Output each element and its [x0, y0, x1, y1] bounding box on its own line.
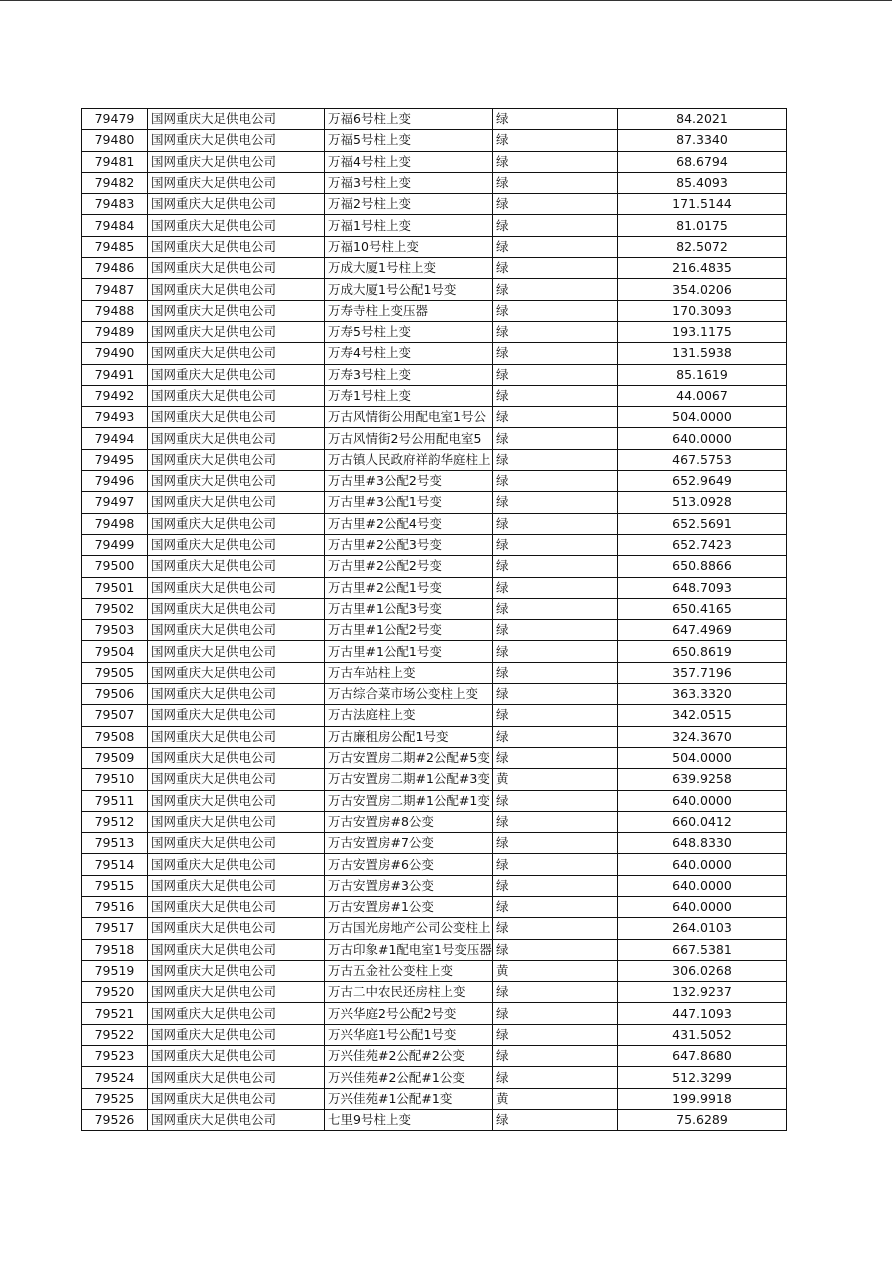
- table-row: [82, 875, 787, 896]
- status-cell[interactable]: 绿: [493, 300, 618, 321]
- transformer-name-cell[interactable]: 万寿1号柱上变: [325, 385, 493, 406]
- table-row: [82, 598, 787, 619]
- row-id-cell[interactable]: 79516: [82, 896, 148, 917]
- value-cell[interactable]: 199.9918: [618, 1088, 787, 1109]
- value-cell[interactable]: 504.0000: [618, 407, 787, 428]
- table-row: [82, 790, 787, 811]
- transformer-name-cell[interactable]: 万寿4号柱上变: [325, 343, 493, 364]
- value-cell[interactable]: 324.3670: [618, 726, 787, 747]
- row-id-cell[interactable]: 79522: [82, 1024, 148, 1045]
- company-cell[interactable]: 国网重庆大足供电公司: [148, 641, 325, 662]
- value-cell[interactable]: 640.0000: [618, 896, 787, 917]
- status-cell[interactable]: 绿: [493, 151, 618, 172]
- row-id-cell[interactable]: 79526: [82, 1109, 148, 1130]
- table-row: [82, 662, 787, 683]
- value-cell[interactable]: 354.0206: [618, 279, 787, 300]
- transformer-name-cell[interactable]: 万古安置房#1公变: [325, 896, 493, 917]
- row-id-cell[interactable]: 79486: [82, 258, 148, 279]
- transformer-name-cell[interactable]: 万古廉租房公配1号变: [325, 726, 493, 747]
- table-row: [82, 684, 787, 705]
- value-cell[interactable]: 512.3299: [618, 1067, 787, 1088]
- status-cell[interactable]: 绿: [493, 747, 618, 768]
- row-id-cell[interactable]: 79524: [82, 1067, 148, 1088]
- status-cell[interactable]: 绿: [493, 1067, 618, 1088]
- value-cell[interactable]: 84.2021: [618, 109, 787, 130]
- status-cell[interactable]: 绿: [493, 726, 618, 747]
- company-cell[interactable]: 国网重庆大足供电公司: [148, 918, 325, 939]
- status-cell[interactable]: 绿: [493, 1024, 618, 1045]
- company-cell[interactable]: 国网重庆大足供电公司: [148, 620, 325, 641]
- table-row: [82, 960, 787, 981]
- transformer-name-cell[interactable]: 万古镇人民政府祥韵华庭柱上: [325, 449, 493, 470]
- transformer-name-cell[interactable]: 万古安置房#6公变: [325, 854, 493, 875]
- row-id-cell[interactable]: 79512: [82, 811, 148, 832]
- row-id-cell[interactable]: 79517: [82, 918, 148, 939]
- row-id-cell[interactable]: 79501: [82, 577, 148, 598]
- status-cell[interactable]: 绿: [493, 215, 618, 236]
- row-id-cell[interactable]: 79499: [82, 534, 148, 555]
- row-id-cell[interactable]: 79497: [82, 492, 148, 513]
- status-cell[interactable]: 黄: [493, 769, 618, 790]
- transformer-name-cell[interactable]: 万古里#1公配1号变: [325, 641, 493, 662]
- row-id-cell[interactable]: 79480: [82, 130, 148, 151]
- row-id-cell[interactable]: 79479: [82, 109, 148, 130]
- value-cell[interactable]: 513.0928: [618, 492, 787, 513]
- status-cell[interactable]: 绿: [493, 662, 618, 683]
- transformer-name-cell[interactable]: 万古车站柱上变: [325, 662, 493, 683]
- table-row: [82, 577, 787, 598]
- company-cell[interactable]: 国网重庆大足供电公司: [148, 577, 325, 598]
- row-id-cell[interactable]: 79510: [82, 769, 148, 790]
- table-body: [82, 109, 787, 1131]
- page-top-border: [0, 0, 892, 1]
- status-cell[interactable]: 绿: [493, 620, 618, 641]
- transformer-name-cell[interactable]: 万成大厦1号柱上变: [325, 258, 493, 279]
- status-cell[interactable]: 绿: [493, 194, 618, 215]
- company-cell[interactable]: 国网重庆大足供电公司: [148, 321, 325, 342]
- status-cell[interactable]: 绿: [493, 385, 618, 406]
- company-cell[interactable]: 国网重庆大足供电公司: [148, 726, 325, 747]
- transformer-name-cell[interactable]: 万寿5号柱上变: [325, 321, 493, 342]
- transformer-name-cell[interactable]: 万古安置房二期#1公配#1变: [325, 790, 493, 811]
- transformer-name-cell[interactable]: 万兴佳苑#1公配#1变: [325, 1088, 493, 1109]
- row-id-cell[interactable]: 79485: [82, 236, 148, 257]
- company-cell[interactable]: 国网重庆大足供电公司: [148, 1024, 325, 1045]
- value-cell[interactable]: 652.7423: [618, 534, 787, 555]
- company-cell[interactable]: 国网重庆大足供电公司: [148, 896, 325, 917]
- table-row: [82, 343, 787, 364]
- value-cell[interactable]: 82.5072: [618, 236, 787, 257]
- value-cell[interactable]: 647.8680: [618, 1046, 787, 1067]
- transformer-name-cell[interactable]: 万福3号柱上变: [325, 172, 493, 193]
- table-row: [82, 109, 787, 130]
- row-id-cell[interactable]: 79495: [82, 449, 148, 470]
- company-cell[interactable]: 国网重庆大足供电公司: [148, 960, 325, 981]
- row-id-cell[interactable]: 79505: [82, 662, 148, 683]
- value-cell[interactable]: 650.8866: [618, 556, 787, 577]
- company-cell[interactable]: 国网重庆大足供电公司: [148, 1088, 325, 1109]
- transformer-name-cell[interactable]: 万古安置房#3公变: [325, 875, 493, 896]
- company-cell[interactable]: 国网重庆大足供电公司: [148, 513, 325, 534]
- status-cell[interactable]: 绿: [493, 364, 618, 385]
- row-id-cell[interactable]: 79500: [82, 556, 148, 577]
- row-id-cell[interactable]: 79523: [82, 1046, 148, 1067]
- value-cell[interactable]: 431.5052: [618, 1024, 787, 1045]
- row-id-cell[interactable]: 79482: [82, 172, 148, 193]
- transformer-name-cell[interactable]: 万福1号柱上变: [325, 215, 493, 236]
- transformer-name-cell[interactable]: 万福5号柱上变: [325, 130, 493, 151]
- status-cell[interactable]: 绿: [493, 982, 618, 1003]
- value-cell[interactable]: 652.9649: [618, 471, 787, 492]
- table-row: [82, 300, 787, 321]
- row-id-cell[interactable]: 79493: [82, 407, 148, 428]
- value-cell[interactable]: 648.8330: [618, 833, 787, 854]
- company-cell[interactable]: 国网重庆大足供电公司: [148, 364, 325, 385]
- status-cell[interactable]: 绿: [493, 279, 618, 300]
- value-cell[interactable]: 357.7196: [618, 662, 787, 683]
- status-cell[interactable]: 绿: [493, 875, 618, 896]
- company-cell[interactable]: 国网重庆大足供电公司: [148, 939, 325, 960]
- table-row: [82, 896, 787, 917]
- status-cell[interactable]: 绿: [493, 854, 618, 875]
- table-row: [82, 236, 787, 257]
- status-cell[interactable]: 绿: [493, 939, 618, 960]
- company-cell[interactable]: 国网重庆大足供电公司: [148, 790, 325, 811]
- value-cell[interactable]: 363.3320: [618, 684, 787, 705]
- value-cell[interactable]: 193.1175: [618, 321, 787, 342]
- value-cell[interactable]: 44.0067: [618, 385, 787, 406]
- status-cell[interactable]: 绿: [493, 407, 618, 428]
- company-cell[interactable]: 国网重庆大足供电公司: [148, 407, 325, 428]
- status-cell[interactable]: 绿: [493, 321, 618, 342]
- row-id-cell[interactable]: 79484: [82, 215, 148, 236]
- table-row: [82, 833, 787, 854]
- row-id-cell[interactable]: 79521: [82, 1003, 148, 1024]
- transformer-name-cell[interactable]: 万古法庭柱上变: [325, 705, 493, 726]
- value-cell[interactable]: 216.4835: [618, 258, 787, 279]
- table-row: [82, 1109, 787, 1130]
- status-cell[interactable]: 绿: [493, 1003, 618, 1024]
- company-cell[interactable]: 国网重庆大足供电公司: [148, 385, 325, 406]
- transformer-name-cell[interactable]: 万古安置房#8公变: [325, 811, 493, 832]
- status-cell[interactable]: 绿: [493, 1109, 618, 1130]
- row-id-cell[interactable]: 79525: [82, 1088, 148, 1109]
- table-row: [82, 151, 787, 172]
- value-cell[interactable]: 504.0000: [618, 747, 787, 768]
- status-cell[interactable]: 绿: [493, 684, 618, 705]
- status-cell[interactable]: 绿: [493, 492, 618, 513]
- value-cell[interactable]: 171.5144: [618, 194, 787, 215]
- table-row: [82, 492, 787, 513]
- value-cell[interactable]: 667.5381: [618, 939, 787, 960]
- transformer-name-cell[interactable]: 万古风情街公用配电室1号公: [325, 407, 493, 428]
- value-cell[interactable]: 640.0000: [618, 790, 787, 811]
- row-id-cell[interactable]: 79488: [82, 300, 148, 321]
- company-cell[interactable]: 国网重庆大足供电公司: [148, 471, 325, 492]
- row-id-cell[interactable]: 79494: [82, 428, 148, 449]
- company-cell[interactable]: 国网重庆大足供电公司: [148, 684, 325, 705]
- company-cell[interactable]: 国网重庆大足供电公司: [148, 556, 325, 577]
- table-row: [82, 428, 787, 449]
- transformer-name-cell[interactable]: 万寿寺柱上变压器: [325, 300, 493, 321]
- company-cell[interactable]: 国网重庆大足供电公司: [148, 662, 325, 683]
- company-cell[interactable]: 国网重庆大足供电公司: [148, 1046, 325, 1067]
- table-row: [82, 471, 787, 492]
- value-cell[interactable]: 85.1619: [618, 364, 787, 385]
- transformer-name-cell[interactable]: 万古里#1公配3号变: [325, 598, 493, 619]
- table-row: [82, 534, 787, 555]
- transformer-name-cell[interactable]: 万古里#3公配1号变: [325, 492, 493, 513]
- status-cell[interactable]: 绿: [493, 236, 618, 257]
- company-cell[interactable]: 国网重庆大足供电公司: [148, 833, 325, 854]
- company-cell[interactable]: 国网重庆大足供电公司: [148, 598, 325, 619]
- status-cell[interactable]: 绿: [493, 534, 618, 555]
- company-cell[interactable]: 国网重庆大足供电公司: [148, 854, 325, 875]
- status-cell[interactable]: 绿: [493, 258, 618, 279]
- status-cell[interactable]: 绿: [493, 130, 618, 151]
- status-cell[interactable]: 绿: [493, 641, 618, 662]
- value-cell[interactable]: 467.5753: [618, 449, 787, 470]
- value-cell[interactable]: 650.4165: [618, 598, 787, 619]
- row-id-cell[interactable]: 79515: [82, 875, 148, 896]
- transformer-name-cell[interactable]: 万寿3号柱上变: [325, 364, 493, 385]
- status-cell[interactable]: 绿: [493, 172, 618, 193]
- row-id-cell[interactable]: 79504: [82, 641, 148, 662]
- value-cell[interactable]: 640.0000: [618, 875, 787, 896]
- table-row: [82, 1067, 787, 1088]
- value-cell[interactable]: 75.6289: [618, 1109, 787, 1130]
- company-cell[interactable]: 国网重庆大足供电公司: [148, 747, 325, 768]
- table-row: [82, 407, 787, 428]
- table-row: [82, 705, 787, 726]
- table-row: [82, 1003, 787, 1024]
- company-cell[interactable]: 国网重庆大足供电公司: [148, 534, 325, 555]
- row-id-cell[interactable]: 79514: [82, 854, 148, 875]
- company-cell[interactable]: 国网重庆大足供电公司: [148, 769, 325, 790]
- status-cell[interactable]: 绿: [493, 449, 618, 470]
- table-row: [82, 811, 787, 832]
- transformer-name-cell[interactable]: 万古安置房#7公变: [325, 833, 493, 854]
- status-cell[interactable]: 绿: [493, 790, 618, 811]
- row-id-cell[interactable]: 79489: [82, 321, 148, 342]
- status-cell[interactable]: 黄: [493, 1088, 618, 1109]
- row-id-cell[interactable]: 79481: [82, 151, 148, 172]
- table-row: [82, 854, 787, 875]
- value-cell[interactable]: 132.9237: [618, 982, 787, 1003]
- table-row: [82, 726, 787, 747]
- transformer-name-cell[interactable]: 万古五金社公变柱上变: [325, 960, 493, 981]
- table-row: [82, 130, 787, 151]
- value-cell[interactable]: 342.0515: [618, 705, 787, 726]
- company-cell[interactable]: 国网重庆大足供电公司: [148, 428, 325, 449]
- table-row: [82, 215, 787, 236]
- table-row: [82, 449, 787, 470]
- status-cell[interactable]: 绿: [493, 109, 618, 130]
- company-cell[interactable]: 国网重庆大足供电公司: [148, 172, 325, 193]
- company-cell[interactable]: 国网重庆大足供电公司: [148, 875, 325, 896]
- status-cell[interactable]: 绿: [493, 577, 618, 598]
- row-id-cell[interactable]: 79509: [82, 747, 148, 768]
- table-row: [82, 1024, 787, 1045]
- status-cell[interactable]: 绿: [493, 428, 618, 449]
- transformer-name-cell[interactable]: 万兴佳苑#2公配#2公变: [325, 1046, 493, 1067]
- row-id-cell[interactable]: 79502: [82, 598, 148, 619]
- table-row: [82, 385, 787, 406]
- value-cell[interactable]: 652.5691: [618, 513, 787, 534]
- company-cell[interactable]: 国网重庆大足供电公司: [148, 151, 325, 172]
- transformer-name-cell[interactable]: 万古印象#1配电室1号变压器: [325, 939, 493, 960]
- transformer-name-cell[interactable]: 万古安置房二期#1公配#3变: [325, 769, 493, 790]
- value-cell[interactable]: 660.0412: [618, 811, 787, 832]
- company-cell[interactable]: 国网重庆大足供电公司: [148, 811, 325, 832]
- company-cell[interactable]: 国网重庆大足供电公司: [148, 449, 325, 470]
- transformer-table: [81, 108, 787, 1131]
- row-id-cell[interactable]: 79487: [82, 279, 148, 300]
- transformer-name-cell[interactable]: 万福6号柱上变: [325, 109, 493, 130]
- table-row: [82, 747, 787, 768]
- table-row: [82, 1088, 787, 1109]
- table-row: [82, 321, 787, 342]
- value-cell[interactable]: 639.9258: [618, 769, 787, 790]
- transformer-name-cell[interactable]: 万古二中农民还房柱上变: [325, 982, 493, 1003]
- value-cell[interactable]: 640.0000: [618, 854, 787, 875]
- row-id-cell[interactable]: 79519: [82, 960, 148, 981]
- value-cell[interactable]: 170.3093: [618, 300, 787, 321]
- row-id-cell[interactable]: 79483: [82, 194, 148, 215]
- company-cell[interactable]: 国网重庆大足供电公司: [148, 343, 325, 364]
- row-id-cell[interactable]: 79496: [82, 471, 148, 492]
- status-cell[interactable]: 绿: [493, 918, 618, 939]
- transformer-name-cell[interactable]: 万古风情街2号公用配电室5: [325, 428, 493, 449]
- row-id-cell[interactable]: 79506: [82, 684, 148, 705]
- value-cell[interactable]: 87.3340: [618, 130, 787, 151]
- status-cell[interactable]: 绿: [493, 833, 618, 854]
- value-cell[interactable]: 85.4093: [618, 172, 787, 193]
- transformer-name-cell[interactable]: 七里9号柱上变: [325, 1109, 493, 1130]
- transformer-name-cell[interactable]: 万兴华庭2号公配2号变: [325, 1003, 493, 1024]
- table-row: [82, 641, 787, 662]
- row-id-cell[interactable]: 79490: [82, 343, 148, 364]
- row-id-cell[interactable]: 79513: [82, 833, 148, 854]
- table-row: [82, 620, 787, 641]
- status-cell[interactable]: 黄: [493, 960, 618, 981]
- transformer-name-cell[interactable]: 万古安置房二期#2公配#5变: [325, 747, 493, 768]
- company-cell[interactable]: 国网重庆大足供电公司: [148, 194, 325, 215]
- transformer-name-cell[interactable]: 万兴佳苑#2公配#1公变: [325, 1067, 493, 1088]
- value-cell[interactable]: 447.1093: [618, 1003, 787, 1024]
- transformer-name-cell[interactable]: 万古里#3公配2号变: [325, 471, 493, 492]
- table-row: [82, 1046, 787, 1067]
- row-id-cell[interactable]: 79518: [82, 939, 148, 960]
- company-cell[interactable]: 国网重庆大足供电公司: [148, 279, 325, 300]
- row-id-cell[interactable]: 79511: [82, 790, 148, 811]
- value-cell[interactable]: 306.0268: [618, 960, 787, 981]
- transformer-name-cell[interactable]: 万古里#1公配2号变: [325, 620, 493, 641]
- transformer-name-cell[interactable]: 万古里#2公配4号变: [325, 513, 493, 534]
- value-cell[interactable]: 648.7093: [618, 577, 787, 598]
- table-row: [82, 279, 787, 300]
- value-cell[interactable]: 640.0000: [618, 428, 787, 449]
- status-cell[interactable]: 绿: [493, 513, 618, 534]
- value-cell[interactable]: 650.8619: [618, 641, 787, 662]
- transformer-name-cell[interactable]: 万古里#2公配3号变: [325, 534, 493, 555]
- company-cell[interactable]: 国网重庆大足供电公司: [148, 1109, 325, 1130]
- table-row: [82, 364, 787, 385]
- row-id-cell[interactable]: 79508: [82, 726, 148, 747]
- status-cell[interactable]: 绿: [493, 896, 618, 917]
- transformer-name-cell[interactable]: 万福2号柱上变: [325, 194, 493, 215]
- table-row: [82, 982, 787, 1003]
- table-row: [82, 939, 787, 960]
- transformer-name-cell[interactable]: 万古国光房地产公司公变柱上: [325, 918, 493, 939]
- value-cell[interactable]: 131.5938: [618, 343, 787, 364]
- company-cell[interactable]: 国网重庆大足供电公司: [148, 109, 325, 130]
- company-cell[interactable]: 国网重庆大足供电公司: [148, 1003, 325, 1024]
- status-cell[interactable]: 绿: [493, 598, 618, 619]
- company-cell[interactable]: 国网重庆大足供电公司: [148, 705, 325, 726]
- row-id-cell[interactable]: 79492: [82, 385, 148, 406]
- status-cell[interactable]: 绿: [493, 471, 618, 492]
- company-cell[interactable]: 国网重庆大足供电公司: [148, 258, 325, 279]
- status-cell[interactable]: 绿: [493, 811, 618, 832]
- transformer-name-cell[interactable]: 万古综合菜市场公变柱上变: [325, 684, 493, 705]
- status-cell[interactable]: 绿: [493, 556, 618, 577]
- company-cell[interactable]: 国网重庆大足供电公司: [148, 1067, 325, 1088]
- company-cell[interactable]: 国网重庆大足供电公司: [148, 215, 325, 236]
- row-id-cell[interactable]: 79503: [82, 620, 148, 641]
- value-cell[interactable]: 81.0175: [618, 215, 787, 236]
- row-id-cell[interactable]: 79520: [82, 982, 148, 1003]
- table-row: [82, 194, 787, 215]
- transformer-name-cell[interactable]: 万福4号柱上变: [325, 151, 493, 172]
- row-id-cell[interactable]: 79491: [82, 364, 148, 385]
- row-id-cell[interactable]: 79507: [82, 705, 148, 726]
- value-cell[interactable]: 264.0103: [618, 918, 787, 939]
- table-row: [82, 258, 787, 279]
- table-row: [82, 556, 787, 577]
- company-cell[interactable]: 国网重庆大足供电公司: [148, 300, 325, 321]
- transformer-name-cell[interactable]: 万古里#2公配1号变: [325, 577, 493, 598]
- company-cell[interactable]: 国网重庆大足供电公司: [148, 130, 325, 151]
- company-cell[interactable]: 国网重庆大足供电公司: [148, 492, 325, 513]
- value-cell[interactable]: 647.4969: [618, 620, 787, 641]
- status-cell[interactable]: 绿: [493, 343, 618, 364]
- transformer-name-cell[interactable]: 万成大厦1号公配1号变: [325, 279, 493, 300]
- value-cell[interactable]: 68.6794: [618, 151, 787, 172]
- table-row: [82, 513, 787, 534]
- transformer-name-cell[interactable]: 万兴华庭1号公配1号变: [325, 1024, 493, 1045]
- transformer-name-cell[interactable]: 万福10号柱上变: [325, 236, 493, 257]
- table-row: [82, 172, 787, 193]
- status-cell[interactable]: 绿: [493, 1046, 618, 1067]
- company-cell[interactable]: 国网重庆大足供电公司: [148, 236, 325, 257]
- row-id-cell[interactable]: 79498: [82, 513, 148, 534]
- status-cell[interactable]: 绿: [493, 705, 618, 726]
- transformer-name-cell[interactable]: 万古里#2公配2号变: [325, 556, 493, 577]
- company-cell[interactable]: 国网重庆大足供电公司: [148, 982, 325, 1003]
- table-row: [82, 769, 787, 790]
- table-row: [82, 918, 787, 939]
